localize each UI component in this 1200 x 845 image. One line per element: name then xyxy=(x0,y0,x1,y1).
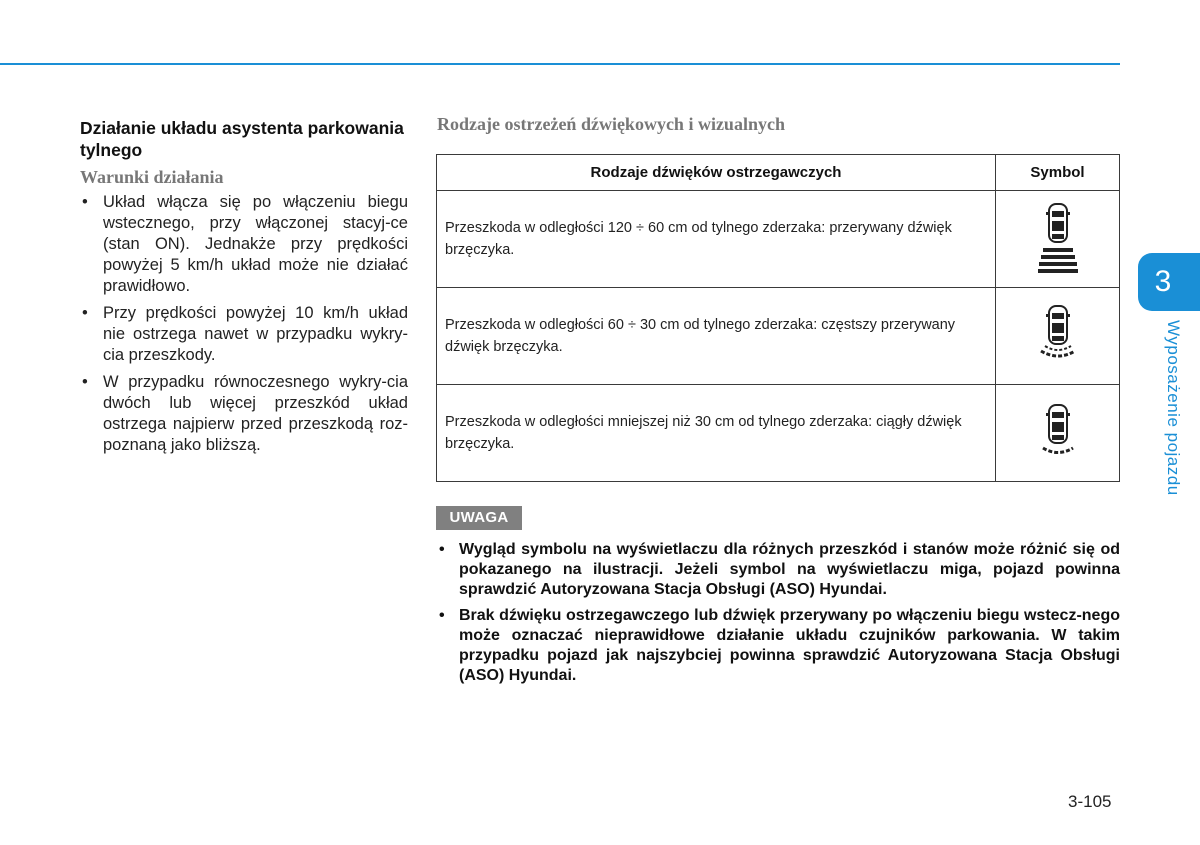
table-row xyxy=(437,385,1120,482)
note-item: • Wygląd symbolu na wyświetlaczu dla różnych przeszkód i stanów może różnić się od pokazanego na ilustracji. Jeżeli symbol na wyświetlaczu miga, pojazd powinna sprawdzić Autoryzowana Stacja Obsługi (ASO) Hyundai. xyxy=(437,540,1120,600)
warning-description: Przeszkoda w odległości 60 ÷ 30 cm od tylnego zderzaka: częstszy przerywany dźwięk brzęczyka. xyxy=(437,288,996,385)
warning-types-table xyxy=(436,154,1120,482)
warning-description: Przeszkoda w odległości 120 ÷ 60 cm od tylnego zderzaka: przerywany dźwięk brzęczyka. xyxy=(437,191,996,288)
condition-item: • Przy prędkości powyżej 10 km/h układ nie ostrzega nawet w przypadku wykry-cia przeszkody. xyxy=(80,303,408,366)
header-warning-type: Rodzaje dźwięków ostrzegawczych xyxy=(437,155,996,191)
table-header-row xyxy=(437,155,1120,191)
section-subtitle: Warunki działania xyxy=(80,167,224,187)
condition-item: • Układ włącza się po włączeniu biegu wstecznego, przy włączonej stacyj-ce (stan ON). Jednakże przy prędkości powyżej 5 km/h układ może nie działać prawidłowo. xyxy=(80,192,408,297)
note-label: UWAGA xyxy=(436,506,522,530)
table-row xyxy=(437,288,1120,385)
warning-description: Przeszkoda w odległości mniejszej niż 30 cm od tylnego zderzaka: ciągły dźwięk brzęczyka. xyxy=(437,385,996,482)
note-item: • Brak dźwięku ostrzegawczego lub dźwięk przerywany po włączeniu biegu wstecz-nego może oznaczać nieprawidłowe działanie układu czujników parkowania. W takim przypadku pojazd jak najszybciej powinna sprawdzić Autoryzowana Stacja Obsługi (ASO) Hyundai. xyxy=(437,606,1120,686)
chapter-label: Wyposażenie pojazdu xyxy=(1164,320,1183,496)
left-column xyxy=(80,117,408,462)
car-warning-middle-icon xyxy=(1038,304,1078,364)
chapter-tab xyxy=(1138,253,1200,311)
header-symbol: Symbol xyxy=(996,155,1120,191)
car-warning-near-icon xyxy=(1038,403,1078,459)
section-title: Działanie układu asystenta parkowania tylnego xyxy=(80,118,404,160)
table-row xyxy=(437,191,1120,288)
note-list xyxy=(437,540,1120,692)
conditions-list xyxy=(80,192,408,456)
page-number: 3-105 xyxy=(1068,792,1112,811)
condition-item: • W przypadku równoczesnego wykry-cia dwóch lub więcej przeszkód układ ostrzega najpierw przed przeszkodą roz-poznaną jako bliższą. xyxy=(80,372,408,456)
chapter-number: 3 xyxy=(1154,265,1172,298)
table-title: Rodzaje ostrzeżeń dźwiękowych i wizualnych xyxy=(437,114,785,134)
top-rule xyxy=(0,63,1120,65)
car-warning-far-icon xyxy=(1038,201,1078,273)
